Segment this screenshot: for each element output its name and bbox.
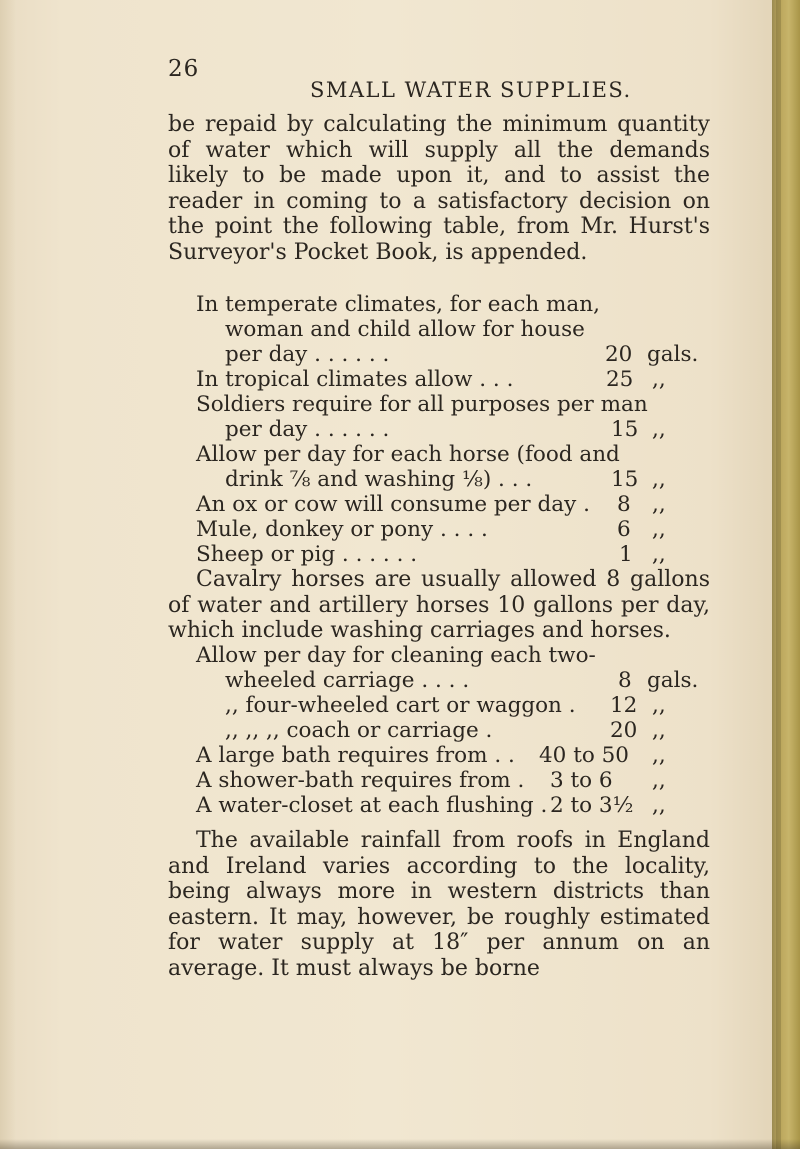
- bath-row-label: A shower-bath requires from .: [196, 768, 525, 793]
- table-row-unit: ,,: [652, 542, 666, 567]
- intro-paragraph: be repaid by calculating the minimum quantity of water which will supply all the demands likely to be made upon it, and to assist the reader in coming to a satisfactory decision on the point the following table, from Mr. Hurst's Surveyor's Pocket Book, is appended.: [168, 112, 710, 265]
- bath-row-label: A large bath requires from . .: [196, 743, 515, 768]
- cleaning-row-unit: ,,: [652, 693, 666, 718]
- cleaning-intro-line: Allow per day for cleaning each two-: [196, 643, 596, 668]
- table-row-label: per day . . . . . .: [225, 417, 390, 442]
- page-edge-shadow: [776, 0, 781, 1149]
- table-row-qty: 8: [617, 492, 631, 517]
- table-row-unit: ,,: [652, 367, 666, 392]
- cleaning-row-unit: ,,: [652, 718, 666, 743]
- bath-row-qty: 40 to 50: [539, 743, 629, 768]
- cleaning-qty: 8: [618, 668, 632, 693]
- table-row-label: Allow per day for each horse (food and: [196, 442, 620, 467]
- page-gutter: [0, 0, 16, 1149]
- table-row-label: drink ⅞ and washing ⅛) . . .: [225, 467, 533, 492]
- bath-row-unit: ,,: [652, 768, 666, 793]
- bath-row-qty: 2 to 3½: [550, 793, 634, 818]
- table-row-unit: ,,: [652, 467, 666, 492]
- table-row-label: Sheep or pig . . . . . .: [196, 542, 418, 567]
- table-row-label: An ox or cow will consume per day .: [196, 492, 590, 517]
- cavalry-paragraph: [168, 567, 710, 644]
- table-row-unit: ,,: [652, 517, 666, 542]
- table-row-label: woman and child allow for house: [225, 317, 585, 342]
- bath-row-unit: ,,: [652, 793, 666, 818]
- table-row-unit: ,,: [652, 492, 666, 517]
- cleaning-unit: gals.: [647, 668, 699, 693]
- bath-row-unit: ,,: [652, 743, 666, 768]
- table-row-label: Soldiers require for all purposes per man: [196, 392, 648, 417]
- cleaning-intro-line: wheeled carriage . . . .: [225, 668, 470, 693]
- rainfall-text: The available rainfall from roofs in England and Ireland varies according to the locality, being always more in western districts than eastern. It may, however, be roughly estimated for water supply at 18″ per annum on an average. It must always be borne: [168, 828, 710, 981]
- table-row-qty: 6: [617, 517, 631, 542]
- table-row-label: In temperate climates, for each man,: [196, 292, 600, 317]
- table-row-label: Mule, donkey or pony . . . .: [196, 517, 488, 542]
- table-row-label: In tropical climates allow . . .: [196, 367, 514, 392]
- table-row-qty: 15: [611, 417, 639, 442]
- page-number: 26: [168, 56, 200, 82]
- table-row-unit: ,,: [652, 417, 666, 442]
- table-row-qty: 1: [619, 542, 633, 567]
- table-row-unit: gals.: [647, 342, 699, 367]
- cleaning-row-qty: 12: [610, 693, 638, 718]
- bath-row-label: A water-closet at each flushing .: [196, 793, 548, 818]
- cleaning-row-label: ,, four-wheeled cart or waggon .: [225, 693, 576, 718]
- running-head: SMALL WATER SUPPLIES.: [310, 78, 632, 102]
- table-row-label: per day . . . . . .: [225, 342, 390, 367]
- rainfall-paragraph: [168, 828, 710, 981]
- bath-row-qty: 3 to 6: [550, 768, 613, 793]
- cleaning-row-label: ,, ,, ,, coach or carriage .: [225, 718, 493, 743]
- cleaning-row-qty: 20: [610, 718, 638, 743]
- table-row-qty: 25: [606, 367, 634, 392]
- cavalry-text: Cavalry horses are usually allowed 8 gallons of water and artillery horses 10 gallons per day, which include washing carriages and horses.: [168, 567, 710, 643]
- table-row-qty: 15: [611, 467, 639, 492]
- bottom-shadow: [0, 1139, 800, 1149]
- table-row-qty: 20: [605, 342, 633, 367]
